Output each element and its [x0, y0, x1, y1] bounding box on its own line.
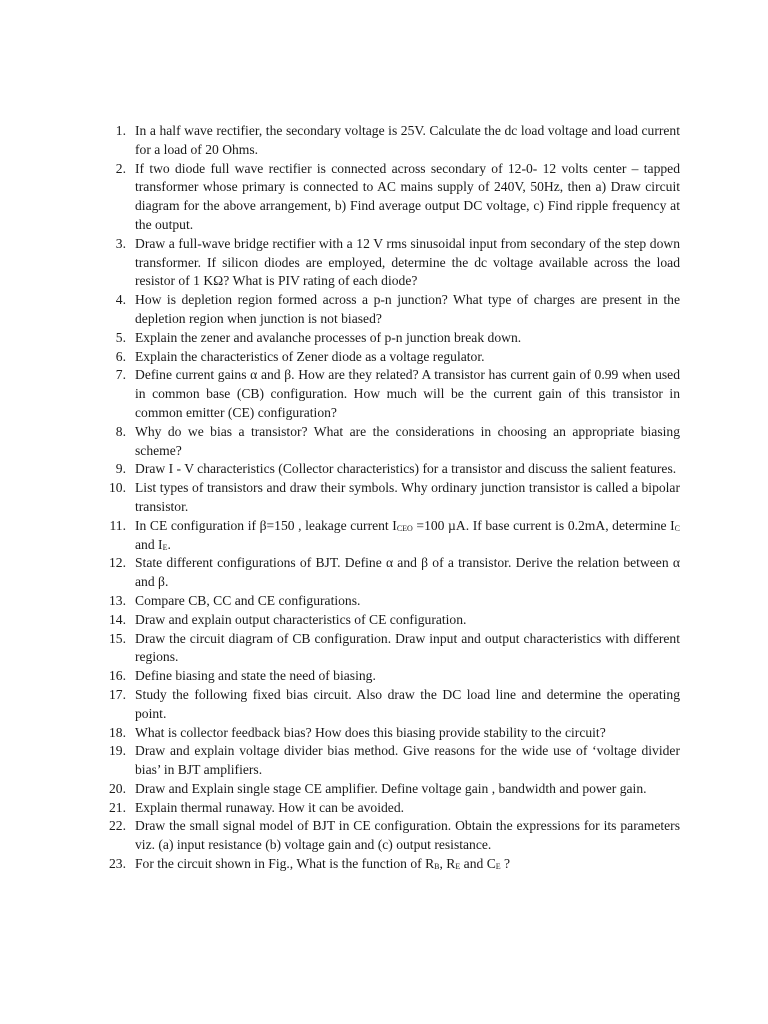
question-text: Explain the zener and avalanche processes of p-n junction break down.	[135, 329, 522, 345]
question-text	[135, 855, 680, 874]
question-number: 18.	[109, 724, 126, 740]
question-number: 7.	[115, 367, 126, 383]
question-text-part: In CE configuration if β=150 , leakage current I	[135, 517, 397, 533]
question-number: 23.	[109, 856, 126, 872]
question-text: Draw and explain voltage divider bias method. Give reasons for the wide use of ‘voltage divider bias’ in BJT amplifiers.	[135, 743, 680, 778]
question-text: Explain thermal runaway. How it can be avoided.	[135, 799, 405, 815]
question-text-part: and I	[135, 536, 163, 552]
subscript: E	[495, 862, 501, 872]
question-number: 2.	[115, 160, 126, 176]
question-text: State different configurations of BJT. Define α and β of a transistor. Derive the relation between α and β.	[135, 555, 680, 590]
question-item	[100, 479, 680, 517]
question-number: 1.	[115, 123, 126, 138]
question-text: Define biasing and state the need of biasing.	[135, 668, 376, 684]
question-text: Define current gains α and β. How are they related? A transistor has current gain of 0.99 when used in common base (CB) configuration. How much will be the current gain of this transistor in common emitter (CE) configuration?	[135, 367, 680, 420]
question-number: 21.	[109, 799, 126, 815]
question-item	[100, 235, 680, 291]
question-item	[100, 160, 680, 235]
question-text: Study the following fixed bias circuit. Also draw the DC load line and determine the operating point.	[135, 686, 680, 721]
question-text-part: =100 µA. If base current is 0.2mA, determine I	[412, 517, 675, 533]
question-item	[100, 630, 680, 668]
question-item	[100, 780, 680, 799]
question-text-part: For the circuit shown in Fig., What is the function of R	[135, 856, 435, 872]
question-item	[100, 554, 680, 592]
question-text: Draw the circuit diagram of CB configuration. Draw input and output characteristics with different regions.	[135, 630, 680, 665]
question-item	[100, 611, 680, 630]
question-item	[100, 855, 680, 874]
question-number: 11.	[109, 517, 126, 533]
subscript: E	[455, 862, 461, 872]
subscript: CEO	[396, 523, 413, 533]
question-number: 17.	[109, 686, 126, 702]
subscript: E	[162, 542, 168, 552]
question-text-part: .	[167, 536, 171, 552]
question-number: 19.	[109, 743, 126, 759]
question-text: If two diode full wave rectifier is connected across secondary of 12-0- 12 volts center – tapped transformer whose primary is connected to AC mains supply of 240V, 50Hz, then a) Draw circuit diagram for the above arrangement, b) Find average output DC voltage, c) Find ripple frequency at the output.	[135, 160, 680, 232]
question-number: 15.	[109, 630, 126, 646]
question-text-part: and C	[460, 856, 496, 872]
question-number: 20.	[109, 780, 126, 796]
question-item	[100, 329, 680, 348]
question-text: Draw I - V characteristics (Collector characteristics) for a transistor and discuss the salient features.	[135, 461, 677, 477]
subscript: B	[434, 862, 440, 872]
question-item	[100, 799, 680, 818]
question-item	[100, 592, 680, 611]
subscript: C	[674, 523, 680, 533]
question-item	[100, 366, 680, 422]
question-text: List types of transistors and draw their symbols. Why ordinary junction transistor is called a bipolar transistor.	[135, 480, 680, 514]
question-item	[100, 423, 680, 461]
question-number: 3.	[115, 235, 126, 251]
question-item	[100, 517, 680, 555]
question-number: 6.	[115, 348, 126, 364]
question-text: Draw and Explain single stage CE amplifier. Define voltage gain , bandwidth and power gain.	[135, 780, 647, 796]
question-number: 14.	[109, 611, 126, 627]
question-text: How is depletion region formed across a p-n junction? What type of charges are present in the depletion region when junction is not biased?	[135, 292, 680, 326]
question-number: 13.	[109, 592, 126, 608]
question-text: Why do we bias a transistor? What are the considerations in choosing an appropriate biasing scheme?	[135, 423, 680, 458]
question-number: 16.	[109, 668, 126, 684]
question-number: 8.	[115, 423, 126, 439]
question-item	[100, 348, 680, 367]
question-item	[100, 291, 680, 329]
question-text: Draw and explain output characteristics of CE configuration.	[135, 611, 467, 627]
question-item	[100, 724, 680, 743]
question-number: 12.	[109, 555, 126, 571]
question-text	[135, 517, 680, 555]
question-number: 22.	[109, 818, 126, 834]
question-text: Explain the characteristics of Zener diode as a voltage regulator.	[135, 348, 485, 364]
question-item	[100, 686, 680, 724]
question-item	[100, 667, 680, 686]
question-text: Draw a full-wave bridge rectifier with a 12 V rms sinusoidal input from secondary of the step down transformer. If silicon diodes are employed, determine the dc voltage available across the load resistor of 1 KΩ? What is PIV rating of each diode?	[135, 235, 680, 289]
question-item	[100, 742, 680, 780]
question-item	[100, 817, 680, 855]
question-item	[100, 122, 680, 160]
question-text: What is collector feedback bias? How does this biasing provide stability to the circuit?	[135, 724, 606, 740]
question-item	[100, 460, 680, 479]
question-text-part: , R	[439, 856, 456, 872]
question-number: 4.	[115, 292, 126, 308]
question-text: In a half wave rectifier, the secondary voltage is 25V. Calculate the dc load voltage and load current for a load of 20 Ohms.	[135, 123, 680, 157]
question-number: 10.	[109, 480, 126, 496]
question-list	[100, 122, 680, 874]
question-text: Draw the small signal model of BJT in CE configuration. Obtain the expressions for its parameters viz. (a) input resistance (b) voltage gain and (c) output resistance.	[135, 818, 680, 853]
question-text: Compare CB, CC and CE configurations.	[135, 592, 361, 608]
question-number: 9.	[115, 461, 126, 477]
question-number: 5.	[115, 329, 126, 345]
question-text-part: ?	[500, 856, 511, 872]
